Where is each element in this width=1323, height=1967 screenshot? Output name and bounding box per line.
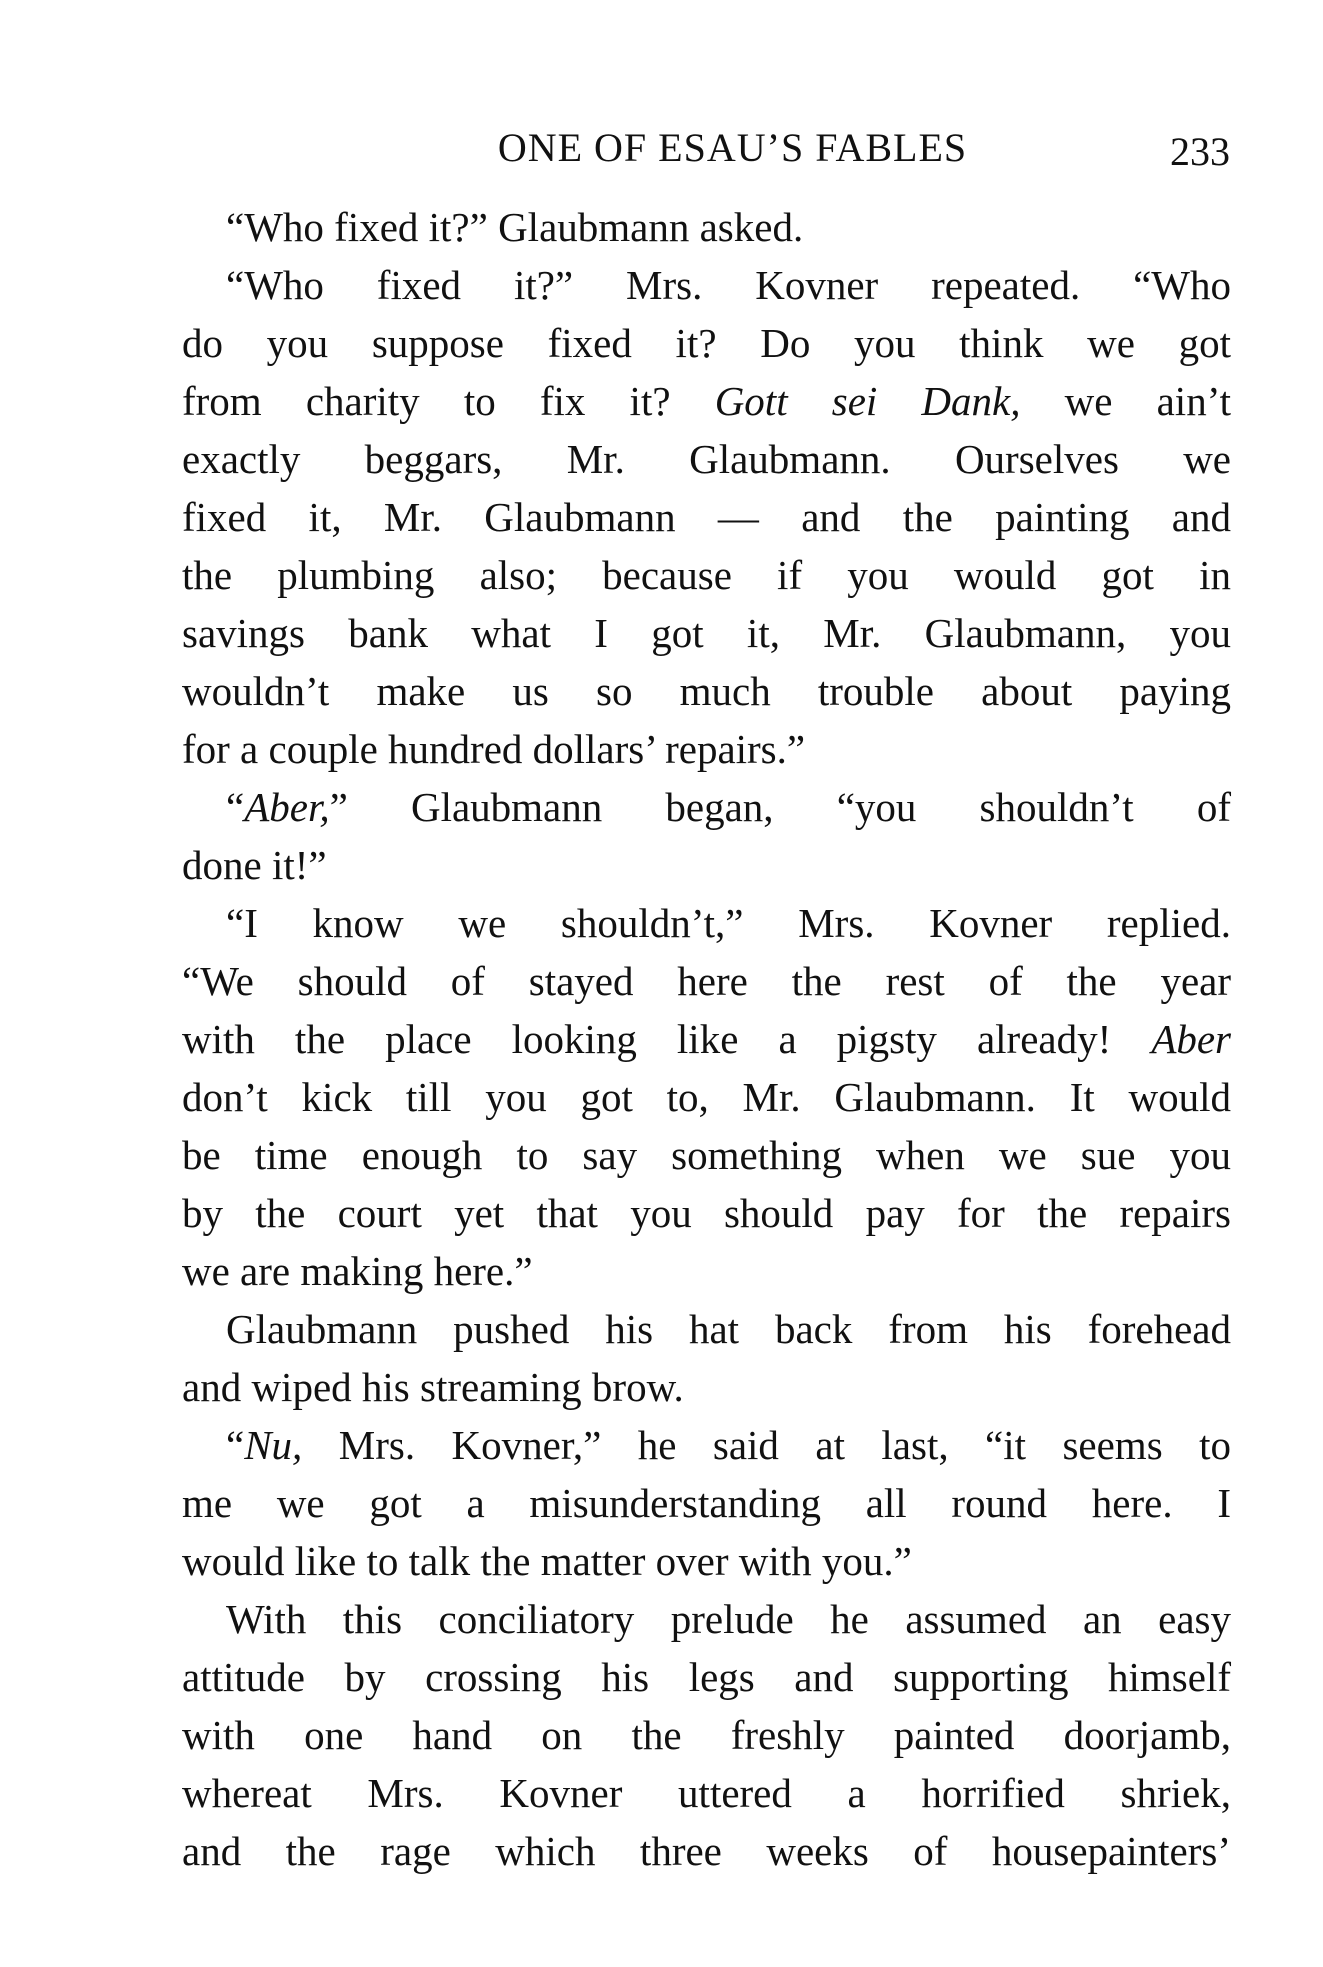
text-line: savings bank what I got it, Mr. Glaubmann, you bbox=[182, 610, 1231, 656]
text-line: “Who fixed it?” Mrs. Kovner repeated. “Who bbox=[226, 262, 1231, 308]
text-line: attitude by crossing his legs and supporting himself bbox=[182, 1654, 1231, 1700]
running-head bbox=[180, 118, 1230, 178]
italic-phrase: Aber bbox=[1151, 1016, 1232, 1062]
text-line: and the rage which three weeks of housepainters’ bbox=[182, 1828, 1231, 1874]
italic-phrase: Nu, bbox=[244, 1422, 303, 1468]
page-number: 233 bbox=[1170, 129, 1230, 174]
text-line: for a couple hundred dollars’ repairs.” bbox=[182, 726, 806, 772]
text-line: Glaubmann pushed his hat back from his forehead bbox=[226, 1306, 1231, 1352]
text-line: me we got a misunderstanding all round here. I bbox=[182, 1480, 1231, 1526]
text-line: from charity to fix it? Gott sei Dank, we ain’t bbox=[182, 378, 1232, 424]
text-line: With this conciliatory prelude he assumed an easy bbox=[226, 1596, 1231, 1642]
text-line: with the place looking like a pigsty already! Aber bbox=[182, 1016, 1232, 1062]
text-line: don’t kick till you got to, Mr. Glaubmann. It would bbox=[182, 1074, 1231, 1120]
running-title: ONE OF ESAU’S FABLES bbox=[497, 125, 968, 170]
text-line: “Who fixed it?” Glaubmann asked. bbox=[226, 204, 804, 250]
text-line: “I know we shouldn’t,” Mrs. Kovner replied. bbox=[226, 900, 1231, 946]
text-line: by the court yet that you should pay for the repairs bbox=[182, 1190, 1231, 1236]
body-text bbox=[182, 198, 1231, 1880]
text-line: whereat Mrs. Kovner uttered a horrified shriek, bbox=[182, 1770, 1231, 1816]
text-line: wouldn’t make us so much trouble about paying bbox=[182, 668, 1231, 714]
italic-phrase: Gott sei Dank, bbox=[714, 378, 1021, 424]
text-line: and wiped his streaming brow. bbox=[182, 1364, 684, 1410]
text-line: we are making here.” bbox=[182, 1248, 533, 1294]
text-line: would like to talk the matter over with you.” bbox=[182, 1538, 912, 1584]
text-line: be time enough to say something when we sue you bbox=[182, 1132, 1231, 1178]
text-line: fixed it, Mr. Glaubmann — and the painting and bbox=[182, 494, 1231, 540]
text-line: “Aber,” Glaubmann began, “you shouldn’t of bbox=[226, 784, 1231, 830]
text-line: “Nu, Mrs. Kovner,” he said at last, “it seems to bbox=[226, 1422, 1231, 1468]
text-line: do you suppose fixed it? Do you think we got bbox=[182, 320, 1231, 366]
text-line: “We should of stayed here the rest of the year bbox=[182, 958, 1231, 1004]
text-line: with one hand on the freshly painted doorjamb, bbox=[182, 1712, 1231, 1758]
text-line: the plumbing also; because if you would got in bbox=[182, 552, 1231, 598]
italic-phrase: Aber, bbox=[244, 784, 330, 830]
text-line: exactly beggars, Mr. Glaubmann. Ourselves we bbox=[182, 436, 1231, 482]
text-line: done it!” bbox=[182, 842, 327, 888]
